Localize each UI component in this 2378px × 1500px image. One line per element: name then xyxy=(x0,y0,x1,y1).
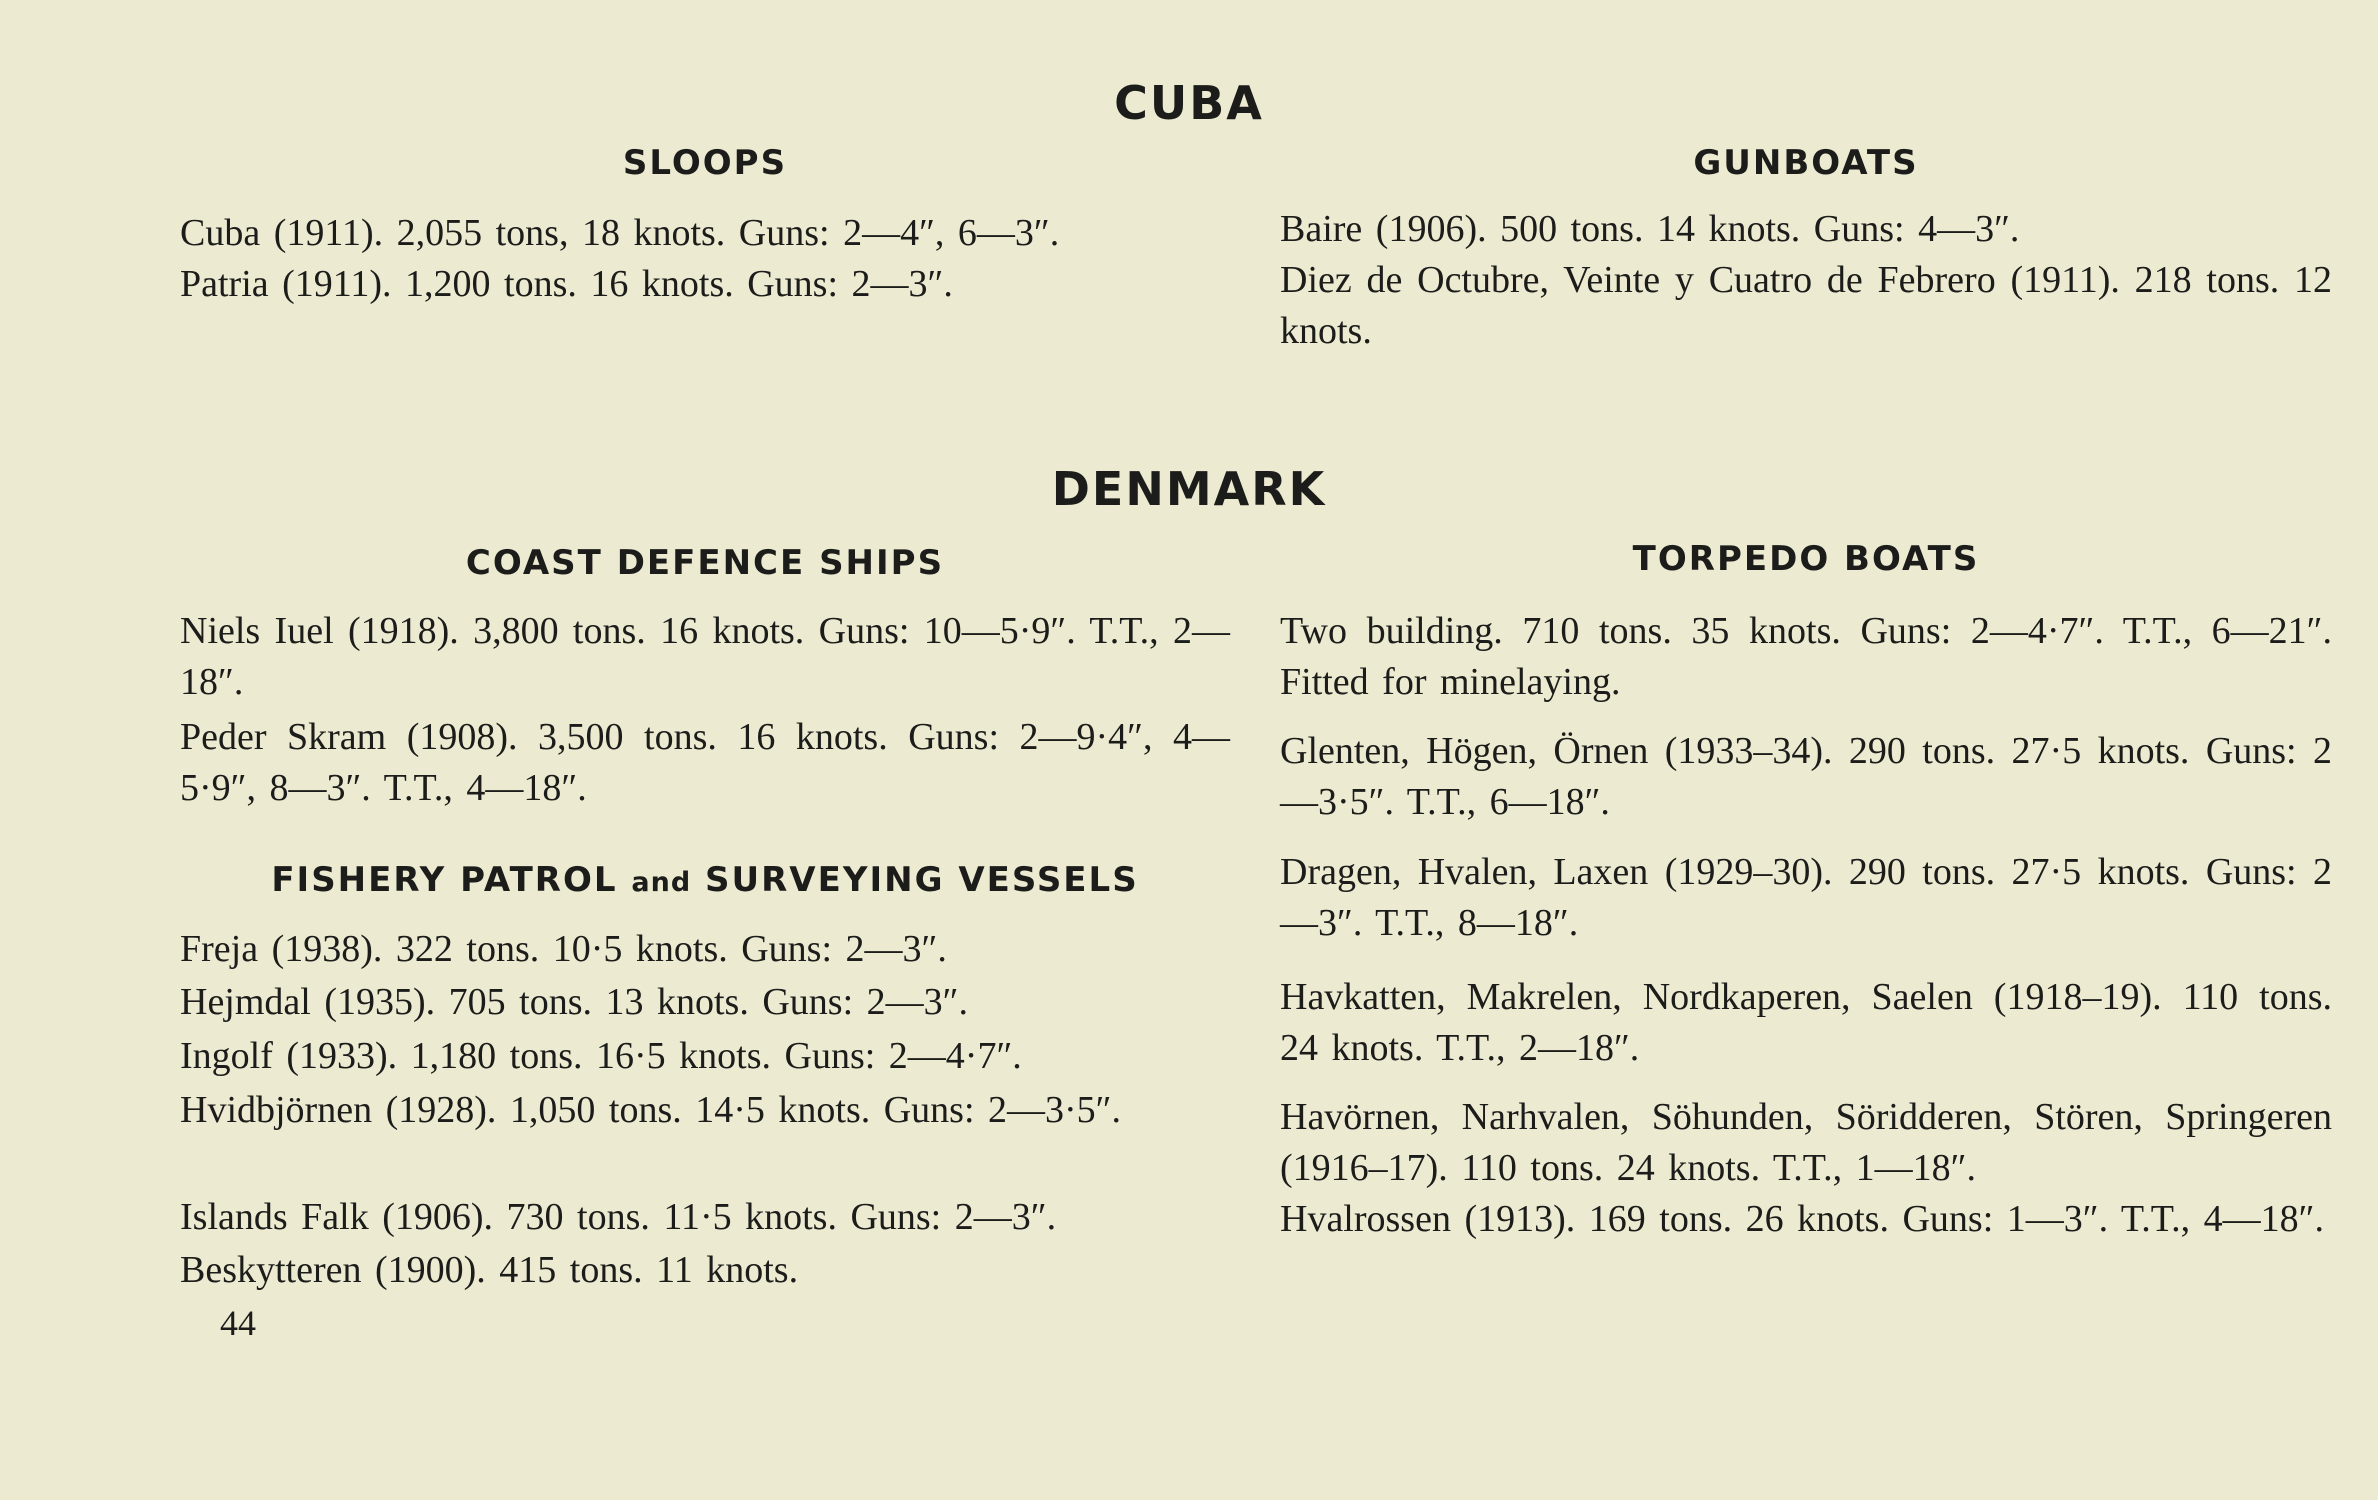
section-heading-sloops: SLOOPS xyxy=(622,143,788,183)
list-item: Baire (1906). 500 tons. 14 knots. Guns: 4—3″. xyxy=(1280,208,2020,250)
heading-text: FISHERY PATROL xyxy=(271,860,618,900)
list-item: Hvalrossen (1913). 169 tons. 26 knots. Guns: 1—3″. T.T., 4—18″. xyxy=(1280,1198,2325,1240)
list-item: Havkatten, Makrelen, Nordkaperen, Saelen (1918–19). 110 tons. 24 knots. T.T., 2—18″. xyxy=(1280,976,2332,1069)
list-item: Islands Falk (1906). 730 tons. 11·5 knots. Guns: 2—3″. xyxy=(180,1196,1057,1238)
section-heading-coast-defence-ships: COAST DEFENCE SHIPS xyxy=(465,543,945,583)
section-heading-torpedo-boats: TORPEDO BOATS xyxy=(1632,539,1980,579)
country-title-denmark: DENMARK xyxy=(1051,462,1327,516)
list-item: Hvidbjörnen (1928). 1,050 tons. 14·5 knots. Guns: 2—3·5″. xyxy=(180,1089,1122,1131)
list-item: Diez de Octubre, Veinte y Cuatro de Febrero (1911). 218 tons. 12 knots. xyxy=(1280,259,2332,352)
list-item: Havörnen, Narhvalen, Söhunden, Söridderen, Stören, Springeren (1916–17). 110 tons. 24 knots. T.T., 1—18″. xyxy=(1280,1096,2332,1189)
list-item: Cuba (1911). 2,055 tons, 18 knots. Guns: 2—4″, 6—3″. xyxy=(180,212,1060,254)
list-item: Patria (1911). 1,200 tons. 16 knots. Guns: 2—3″. xyxy=(180,263,953,305)
section-heading-fishery-patrol xyxy=(180,860,1230,900)
heading-and: and xyxy=(631,867,692,898)
page-number: 44 xyxy=(220,1303,256,1343)
list-item: Glenten, Högen, Örnen (1933–34). 290 tons. 27·5 knots. Guns: 2—3·5″. T.T., 6—18″. xyxy=(1280,730,2332,823)
list-item: Niels Iuel (1918). 3,800 tons. 16 knots. Guns: 10—5·9″. T.T., 2—18″. xyxy=(180,610,1230,703)
heading-text: SURVEYING VESSELS xyxy=(705,860,1139,900)
list-item: Beskytteren (1900). 415 tons. 11 knots. xyxy=(180,1249,799,1291)
list-item: Freja (1938). 322 tons. 10·5 knots. Guns: 2—3″. xyxy=(180,928,947,970)
list-item: Hejmdal (1935). 705 tons. 13 knots. Guns: 2—3″. xyxy=(180,981,968,1023)
list-item: Peder Skram (1908). 3,500 tons. 16 knots. Guns: 2—9·4″, 4—5·9″, 8—3″. T.T., 4—18″. xyxy=(180,716,1230,809)
list-item: Two building. 710 tons. 35 knots. Guns: 2—4·7″. T.T., 6—21″. Fitted for minelaying. xyxy=(1280,610,2332,703)
section-heading-gunboats: GUNBOATS xyxy=(1693,143,1919,183)
list-item: Ingolf (1933). 1,180 tons. 16·5 knots. Guns: 2—4·7″. xyxy=(180,1035,1022,1077)
country-title-cuba: CUBA xyxy=(1114,76,1264,130)
list-item: Dragen, Hvalen, Laxen (1929–30). 290 tons. 27·5 knots. Guns: 2—3″. T.T., 8—18″. xyxy=(1280,851,2332,944)
